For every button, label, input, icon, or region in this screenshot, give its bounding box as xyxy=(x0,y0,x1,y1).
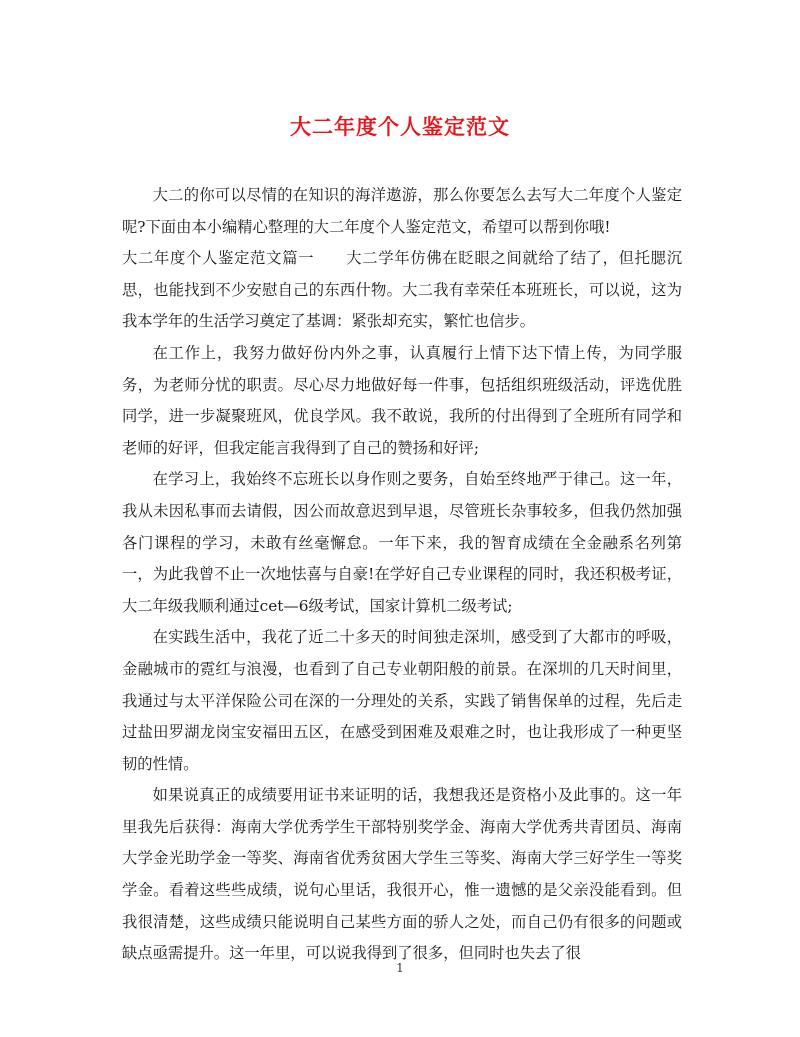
page-number: 1 xyxy=(396,961,404,975)
paragraph-study: 在学习上，我始终不忘班长以身作则之要务，自始至终地严于律己。这一年，我从未因私事而去请假，因公而故意迟到早退，尽管班长杂事较多，但我仍然加强各门课程的学习，未敢有丝毫懈怠。一年下来，我的智育成绩在全金融系名列第一，为此我曾不止一次地怯喜与自豪!在学好自己专业课程的同时，我还积极考证，大二年级我顺利通过cet—6级考试，国家计算机二级考试; xyxy=(122,470,682,615)
paragraph-intro: 大二的你可以尽情的在知识的海洋遨游，那么你要怎么去写大二年度个人鉴定呢?下面由本小编精心整理的大二年度个人鉴定范文，希望可以帮到你哦! xyxy=(122,186,682,236)
paragraph-achievements: 如果说真正的成绩要用证书来证明的话，我想我还是资格小及此事的。这一年里我先后获得：海南大学优秀学生干部特别奖学金、海南大学优秀共青团员、海南大学金光助学金一等奖、海南省优秀贫困大学生三等奖、海南大学三好学生一等奖学金。看着这些些成绩，说句心里话，我很开心，惟一遗憾的是父亲没能看到。但我很清楚，这些成绩只能说明自己某些方面的骄人之处，而自己仍有很多的问题或缺点亟需提升。这一年里，可以说我得到了很多，但同时也失去了很 xyxy=(122,786,682,963)
paragraph-section-one-opening: 大二年度个人鉴定范文篇一 大二学年仿佛在眨眼之间就给了结了，但托腮沉思，也能找到不少安慰自己的东西什物。大二我有幸荣任本班班长，可以说，这为我本学年的生活学习奠定了基调：紧张却充实，繁忙也信步。 xyxy=(122,249,682,331)
paragraph-work: 在工作上，我努力做好份内外之事，认真履行上情下达下情上传，为同学服务，为老师分忧的职责。尽心尽力地做好每一件事，包括组织班级活动，评选优胜同学，进一步凝聚班风，优良学风。我不敢说，我所的付出得到了全班所有同学和老师的好评，但我定能言我得到了自己的赞扬和好评; xyxy=(122,343,682,457)
paragraph-practice: 在实践生活中，我花了近二十多天的时间独走深圳，感受到了大都市的呼吸，金融城市的霓红与浪漫，也看到了自己专业朝阳般的前景。在深圳的几天时间里，我通过与太平洋保险公司在深的一分理处的关系，实践了销售保单的过程，先后走过盐田罗湖龙岗宝安福田五区，在感受到困难及艰难之时，也让我形成了一种更坚韧的性情。 xyxy=(122,628,682,773)
document-title: 大二年度个人鉴定范文 xyxy=(290,114,510,139)
document-body xyxy=(122,180,682,970)
